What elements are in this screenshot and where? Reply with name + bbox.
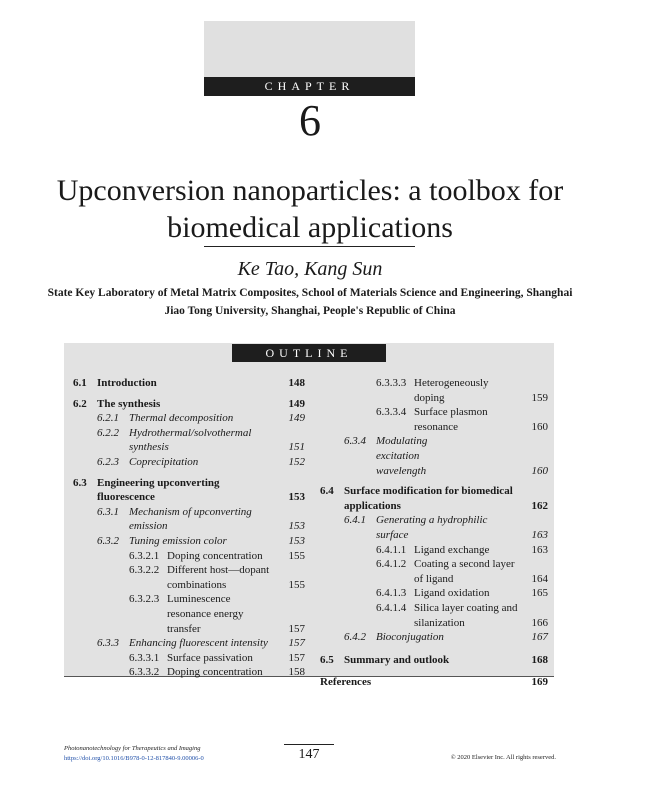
toc-entry[interactable] — [73, 397, 305, 412]
toc-entry[interactable] — [320, 653, 548, 668]
toc-text: Luminescence resonance energy transfer — [167, 593, 244, 635]
toc-number: 6.4 — [320, 485, 334, 498]
toc-number: 6.3.2.1 — [129, 549, 160, 562]
toc-page: 167 — [531, 631, 548, 644]
toc-number: 6.3.3.3 — [376, 377, 407, 389]
toc-number: 6.3.3 — [97, 637, 119, 650]
footer-citation — [64, 744, 204, 764]
toc-text: Bioconjugation — [376, 631, 444, 644]
toc-entry[interactable] — [320, 405, 548, 434]
toc-number: 6.3.2.2 — [129, 564, 160, 577]
page-number: 147 — [284, 744, 334, 763]
toc-page: 148 — [288, 377, 305, 389]
toc-entry[interactable] — [73, 505, 305, 534]
toc-page: 162 — [531, 499, 548, 512]
toc-page: 160 — [531, 420, 548, 433]
toc-page: 160 — [531, 464, 548, 477]
toc-page: 168 — [531, 653, 548, 666]
toc-entry[interactable] — [73, 455, 305, 470]
toc-text: Hydrothermal/solvothermal synthesis — [129, 426, 252, 454]
toc-number: 6.1 — [73, 377, 87, 389]
toc-page: 163 — [531, 528, 548, 541]
toc-entry[interactable] — [73, 376, 305, 391]
toc-page: 159 — [531, 391, 548, 404]
toc-entry[interactable] — [320, 434, 548, 478]
toc-text: Modulating excitation wavelength — [376, 435, 428, 477]
toc-page: 166 — [531, 616, 548, 629]
affiliation: State Key Laboratory of Metal Matrix Composites, School of Materials Science and Engineering, Shanghai Jiao Tong University, Shanghai, People's Republic of China — [47, 287, 573, 317]
toc-right-column — [320, 376, 548, 690]
toc-text: Silica layer coating and silanization — [414, 601, 518, 629]
toc-entry[interactable] — [73, 636, 305, 651]
toc-number: 6.4.1 — [344, 514, 366, 527]
toc-text: Heterogeneously doping — [414, 377, 489, 404]
toc-page: 165 — [531, 587, 548, 600]
toc-text: Engineering upconverting fluorescence — [97, 476, 220, 504]
toc-number: 6.2.2 — [97, 426, 119, 439]
toc-page: 151 — [288, 441, 305, 454]
toc-text: Doping concentration — [167, 666, 263, 679]
toc-page: 157 — [288, 651, 305, 664]
toc-number: 6.3.2 — [97, 534, 119, 547]
toc-text: Ligand oxidation — [414, 587, 490, 600]
toc-text: Summary and outlook — [344, 653, 450, 666]
toc-entry[interactable] — [320, 586, 548, 601]
toc-text: Doping concentration — [167, 549, 263, 562]
toc-number: 6.4.2 — [344, 631, 366, 644]
toc-page: 149 — [288, 397, 305, 410]
toc-number: 6.3.4 — [344, 435, 366, 448]
footer-copyright: © 2020 Elsevier Inc. All rights reserved. — [450, 754, 556, 761]
toc-entry[interactable] — [320, 376, 548, 405]
toc-entry[interactable] — [73, 563, 305, 592]
toc-entry[interactable] — [73, 651, 305, 666]
toc-page: 164 — [531, 572, 548, 585]
toc-number: 6.2.1 — [97, 412, 119, 425]
toc-text: Different host—dopant combinations — [167, 564, 270, 591]
toc-entry[interactable] — [320, 630, 548, 645]
toc-page: 169 — [531, 676, 548, 689]
toc-number: 6.5 — [320, 653, 334, 666]
toc-entry[interactable] — [320, 557, 548, 586]
toc-text: Surface passivation — [167, 651, 253, 664]
chapter-title: Upconversion nanoparticles: a toolbox for biomedical applications — [56, 174, 564, 244]
toc-text: Mechanism of upconverting emission — [129, 505, 252, 533]
toc-number: 6.3.3.2 — [129, 666, 160, 679]
toc-entry[interactable] — [320, 543, 548, 558]
toc-left-column — [73, 376, 305, 680]
footer-journal: Photonanotechnology for Therapeutics and Imaging — [64, 745, 201, 752]
toc-text: Ligand exchange — [414, 543, 490, 556]
title-rule — [204, 246, 415, 247]
toc-page: 149 — [288, 412, 305, 425]
toc-text: Generating a hydrophilic surface — [376, 514, 488, 541]
authors: Ke Tao, Kang Sun — [237, 258, 383, 280]
toc-number: 6.4.1.4 — [376, 601, 407, 614]
toc-entry[interactable] — [320, 675, 548, 690]
toc-entry[interactable] — [73, 426, 305, 455]
toc-number: 6.4.1.3 — [376, 587, 407, 600]
toc-page: 158 — [288, 666, 305, 679]
toc-entry[interactable] — [73, 665, 305, 680]
toc-text: Surface modification for biomedical applications — [344, 485, 513, 512]
outline-label: OUTLINE — [232, 344, 386, 362]
toc-entry[interactable] — [320, 513, 548, 542]
toc-page: 153 — [288, 520, 305, 533]
toc-text: Surface plasmon resonance — [414, 406, 488, 433]
toc-page: 157 — [288, 622, 305, 635]
toc-page: 153 — [288, 491, 305, 504]
toc-page: 163 — [531, 543, 548, 556]
toc-text: Introduction — [97, 377, 157, 389]
toc-text: References — [320, 676, 372, 689]
toc-entry[interactable] — [73, 476, 305, 505]
toc-entry[interactable] — [320, 484, 548, 513]
toc-page: 157 — [288, 637, 305, 650]
toc-number: 6.3 — [73, 476, 87, 489]
toc-entry[interactable] — [73, 592, 305, 636]
toc-number: 6.3.3.1 — [129, 651, 160, 664]
toc-entry[interactable] — [73, 549, 305, 564]
toc-entry[interactable] — [73, 411, 305, 426]
toc-number: 6.4.1.1 — [376, 543, 407, 556]
toc-number: 6.3.2.3 — [129, 593, 160, 606]
chapter-label: CHAPTER — [204, 77, 415, 96]
toc-text: The synthesis — [97, 397, 161, 410]
toc-number: 6.2 — [73, 397, 87, 410]
toc-page: 155 — [288, 578, 305, 591]
footer-doi-link[interactable]: https://doi.org/10.1016/B978-0-12-817840-9.00006-0 — [64, 755, 204, 762]
toc-number: 6.3.3.4 — [376, 406, 407, 419]
toc-entry[interactable] — [73, 534, 305, 549]
toc-page: 155 — [288, 549, 305, 562]
toc-text: Coprecipitation — [129, 455, 199, 468]
toc-entry[interactable] — [320, 601, 548, 630]
toc-page: 153 — [288, 534, 305, 547]
toc-text: Enhancing fluorescent intensity — [129, 637, 268, 650]
toc-number: 6.4.1.2 — [376, 558, 407, 571]
toc-text: Coating a second layer of ligand — [414, 558, 515, 585]
chapter-number: 6 — [299, 96, 321, 145]
toc-text: Tuning emission color — [129, 534, 227, 547]
toc-text: Thermal decomposition — [129, 412, 234, 425]
toc-page: 152 — [288, 455, 305, 468]
toc-number: 6.3.1 — [97, 505, 119, 518]
toc-number: 6.2.3 — [97, 455, 119, 468]
